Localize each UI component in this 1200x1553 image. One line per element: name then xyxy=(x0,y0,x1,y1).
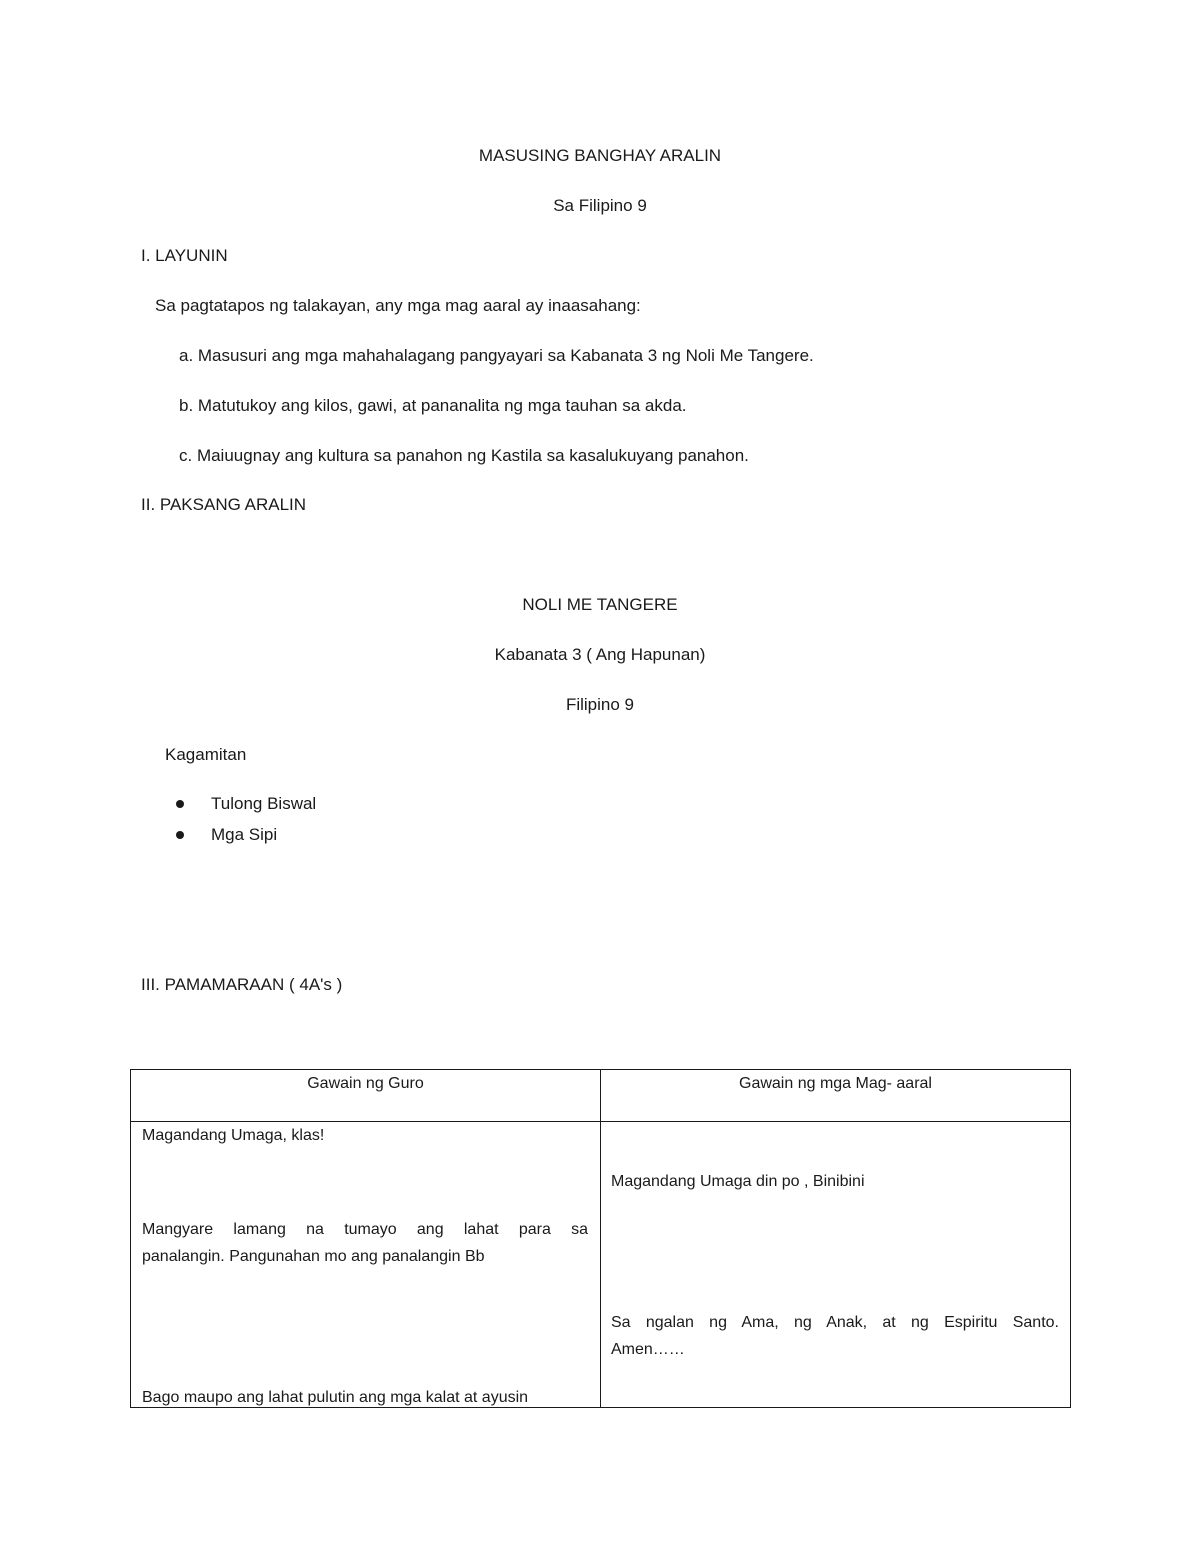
teacher-prayer-line2: panalangin. Pangunahan mo ang panalangin Bb xyxy=(142,1248,485,1265)
material-item: Mga Sipi xyxy=(211,825,278,844)
subject-label: Filipino 9 xyxy=(565,695,635,714)
topic-title: NOLI ME TANGERE xyxy=(522,595,678,614)
header-students: Gawain ng mga Mag- aaral xyxy=(601,1070,1071,1122)
lesson-activity-table xyxy=(130,1069,1071,1408)
chapter-title: Kabanata 3 ( Ang Hapunan) xyxy=(494,645,706,664)
table-header-row xyxy=(131,1070,1071,1122)
objective-a: a. Masusuri ang mga mahahalagang pangyayari sa Kabanata 3 ng Noli Me Tangere. xyxy=(179,346,814,365)
student-greeting: Magandang Umaga din po , Binibini xyxy=(611,1173,865,1190)
section-heading-pamamaraan: III. PAMAMARAAN ( 4A's ) xyxy=(141,975,343,994)
layunin-intro: Sa pagtatapos ng talakayan, any mga mag aaral ay inaasahang: xyxy=(155,296,641,315)
table-row xyxy=(131,1122,1071,1408)
student-prayer-line2: Amen…… xyxy=(611,1341,685,1358)
materials-label: Kagamitan xyxy=(165,745,247,764)
student-prayer-line1: Sa ngalan ng Ama, ng Anak, at ng Espiritu Santo. xyxy=(611,1314,1059,1331)
material-item: Tulong Biswal xyxy=(211,794,317,813)
header-teacher: Gawain ng Guro xyxy=(131,1070,601,1122)
section-heading-layunin: I. LAYUNIN xyxy=(141,246,228,265)
objective-b: b. Matutukoy ang kilos, gawi, at pananalita ng mga tauhan sa akda. xyxy=(179,396,687,415)
teacher-greeting: Magandang Umaga, klas! xyxy=(142,1127,325,1144)
bullet-icon xyxy=(176,831,184,839)
teacher-cleanup: Bago maupo ang lahat pulutin ang mga kalat at ayusin xyxy=(142,1389,529,1406)
materials-list xyxy=(173,791,316,853)
student-activity-cell xyxy=(601,1122,1071,1408)
document-title: MASUSING BANGHAY ARALIN xyxy=(478,146,722,165)
list-item xyxy=(173,822,316,853)
document-subtitle: Sa Filipino 9 xyxy=(553,196,647,215)
teacher-activity-cell xyxy=(131,1122,601,1408)
section-heading-paksang-aralin: II. PAKSANG ARALIN xyxy=(141,495,307,514)
list-item xyxy=(173,791,316,822)
bullet-icon xyxy=(176,800,184,808)
teacher-prayer-line1: Mangyare lamang na tumayo ang lahat para sa xyxy=(142,1221,588,1238)
objective-c: c. Maiuugnay ang kultura sa panahon ng Kastila sa kasalukuyang panahon. xyxy=(179,446,749,465)
